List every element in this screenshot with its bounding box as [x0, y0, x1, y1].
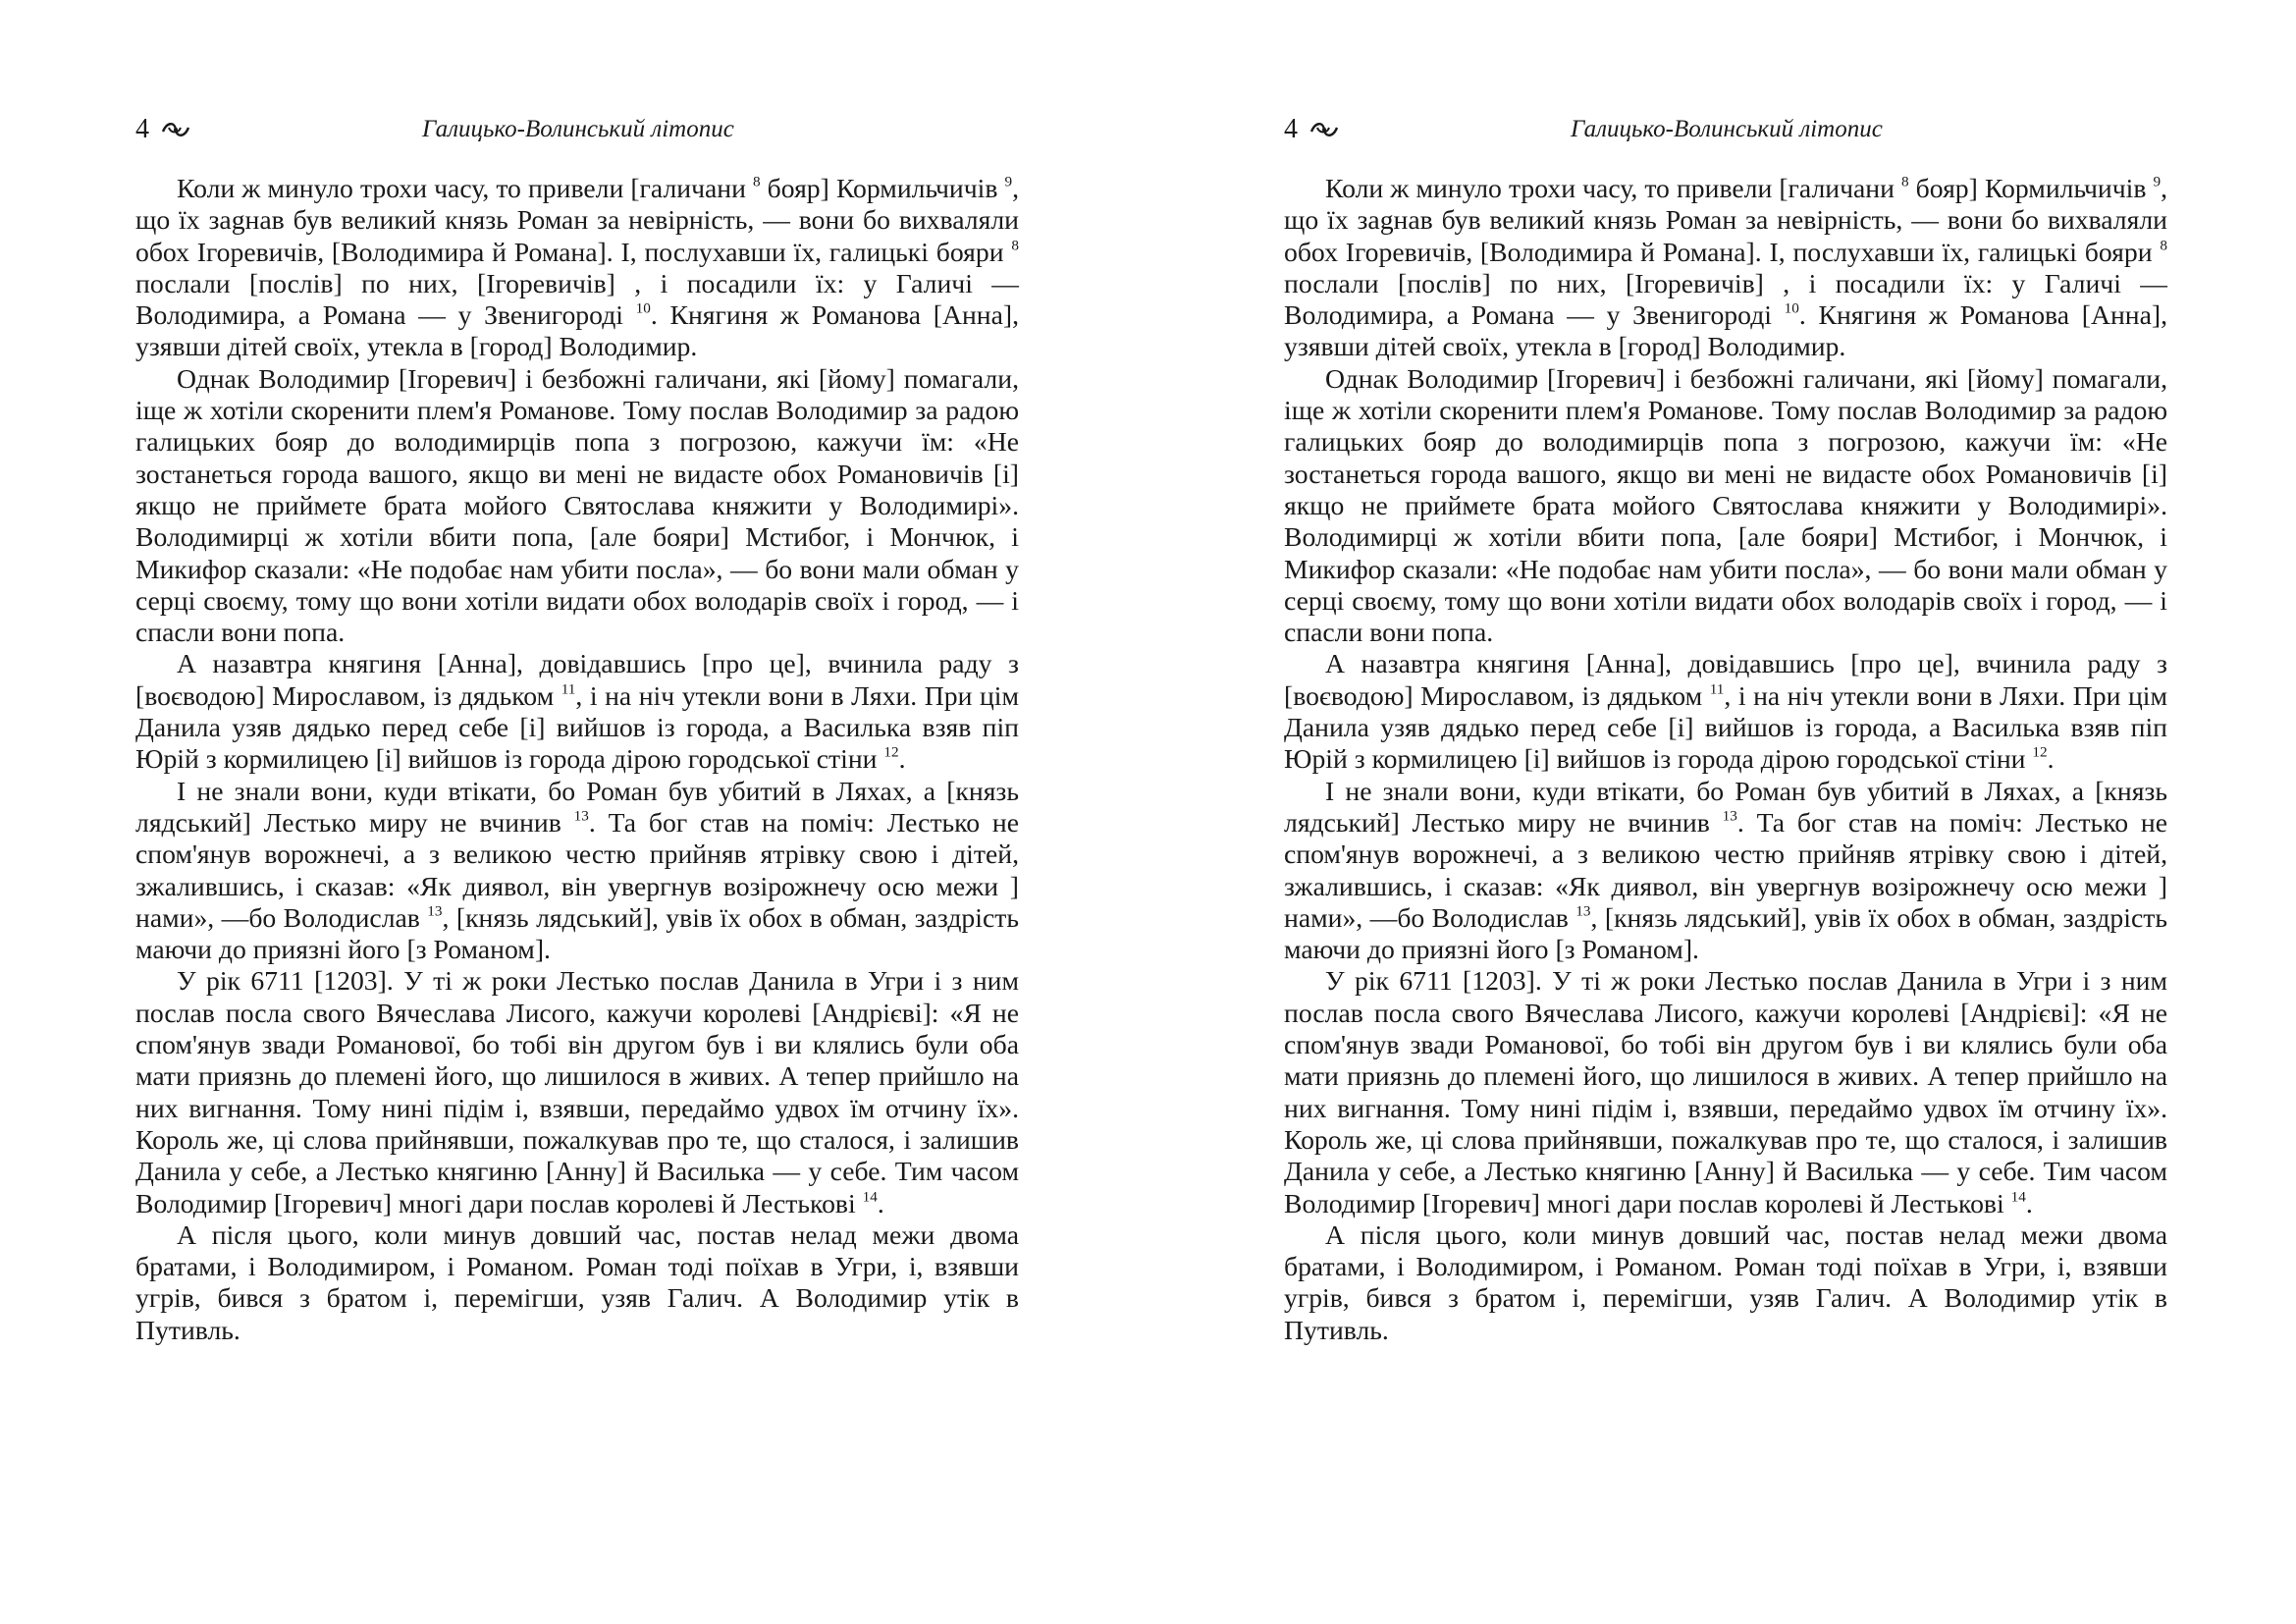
footnote-ref[interactable]: 12 — [883, 743, 899, 761]
fleuron-ornament-icon — [161, 120, 190, 139]
paragraph: Коли ж минуло трохи часу, то привели [галичани $^8$ бояр] Кормильчичів $^9$, що їх зagнав був великий князь Роман за невірність, — вони бо вихваляли обох Ігоревичів, [Володимира й Романа]. І, послухавши їх, галицькі бояри $^8$ послали [послів] по них, [Ігоревичів] , і посадили їх: у Галичі — Володимира, а Романа — у Звенигороді $^{10}$. Княгиня ж Романова [Анна], узявши дітей своїх, утекла в [город] Володимир. — [135, 173, 1020, 362]
footnote-ref[interactable]: 13 — [1575, 902, 1591, 920]
body-text — [1284, 173, 2167, 1346]
paragraph: А після цього, коли минув довший час, постав нелад межи двома братами, і Володимиром, і Романом. Роман тоді поїхав в Угри, і, взявши угрів, бився з братом і, перемігши, узяв Галич. А Володимир утік в Путивль. — [135, 1218, 1019, 1345]
fleuron-ornament-icon — [1309, 120, 1339, 139]
footnote-ref[interactable]: 10 — [635, 299, 651, 317]
paragraph: У рік 6711 [1203]. У ті ж роки Лестько послав Данила в Угри і з ним послав посла свого Вячеслава Лисого, кажучи королеві [Андрієві]: «Я не спом'янув звади Романової, бо тобі він другом був і ви клялись були оба мати приязнь до племені його, що лишилося в живих. А тепер прийшло на них вигнання. Тому нині підім і, взявши, передаймо удвох їм отчину їх». Король же, ці слова прийнявши, пожалкував про те, що сталося, і залишив Данила у себе, а Лестько княгиню [Анну] й Василька — у себе. Тим часом Володимир [Ігоревич] многі дари послав королеві й Лестькові $^{14}$. — [1284, 965, 2167, 1218]
page-header — [135, 110, 1019, 149]
body-text — [135, 173, 1019, 1346]
footnote-ref[interactable]: 11 — [1709, 680, 1725, 698]
paragraph: А назавтра княгиня [Анна], довідавшись [про це], вчинила раду з [воєводою] Мирославом, із дядьком $^{11}$, і на ніч утекли вони в Ляхи. При цім Данила узяв дядько перед себе [і] вийшов із города, а Василька взяв піп Юрій з кормилицею [і] вийшов із города дірою городської стіни $^{12}$. — [1284, 648, 2167, 775]
footnote-ref[interactable]: 12 — [2032, 743, 2048, 761]
page-number: 4 — [1284, 114, 1298, 144]
footnote-ref[interactable]: 8 — [1901, 173, 1909, 190]
footnote-ref[interactable]: 13 — [573, 807, 589, 825]
paragraph: Коли ж минуло трохи часу, то привели [галичани $^8$ бояр] Кормильчичів $^9$, що їх зagнав був великий князь Роман за невірність, — вони бо вихваляли обох Ігоревичів, [Володимира й Романа]. І, послухавши їх, галицькі бояри $^8$ послали [послів] по них, [Ігоревичів] , і посадили їх: у Галичі — Володимира, а Романа — у Звенигороді $^{10}$. Княгиня ж Романова [Анна], узявши дітей своїх, утекла в [город] Володимир. — [1284, 173, 2168, 362]
paragraph: І не знали вони, куди втікати, бо Роман був убитий в Ляхах, а [князь лядський] Лестько миру не вчинив $^{13}$. Та бог став на поміч: Лестько не спом'янув ворожнечі, а з великою честю прийняв ятрівку свою і дітей, зжалившись, і сказав: «Як диявол, він увергнув возірожнечу осю межи ] нами», —бо Володислав $^{13}$, [князь лядський], увів їх обох в обман, заздрість маючи до приязні його [з Романом]. — [1284, 775, 2167, 965]
page-number: 4 — [135, 114, 149, 144]
footnote-ref[interactable]: 8 — [753, 173, 761, 190]
paragraph: І не знали вони, куди втікати, бо Роман був убитий в Ляхах, а [князь лядський] Лестько миру не вчинив $^{13}$. Та бог став на поміч: Лестько не спом'янув ворожнечі, а з великою честю прийняв ятрівку свою і дітей, зжалившись, і сказав: «Як диявол, він увергнув возірожнечу осю межи ] нами», —бо Володислав $^{13}$, [князь лядський], увів їх обох в обман, заздрість маючи до приязні його [з Романом]. — [135, 775, 1019, 965]
page-header — [1284, 110, 2167, 149]
footnote-ref[interactable]: 14 — [2010, 1188, 2026, 1206]
paragraph: У рік 6711 [1203]. У ті ж роки Лестько послав Данила в Угри і з ним послав посла свого Вячеслава Лисого, кажучи королеві [Андрієві]: «Я не спом'янув звади Романової, бо тобі він другом був і ви клялись були оба мати приязнь до племені його, що лишилося в живих. А тепер прийшло на них вигнання. Тому нині підім і, взявши, передаймо удвох їм отчину їх». Король же, ці слова прийнявши, пожалкував про те, що сталося, і залишив Данила у себе, а Лестько княгиню [Анну] й Василька — у себе. Тим часом Володимир [Ігоревич] многі дари послав королеві й Лестькові $^{14}$. — [135, 965, 1019, 1218]
paragraph: Однак Володимир [Ігоревич] і безбожні галичани, які [йому] помагали, іще ж хотіли скоренити плем'я Романове. Тому послав Володимир за радою галицьких бояр до володимирців попа з погрозою, кажучи їм: «Не зостанеться города вашого, якщо ви мені не видасте обох Романовичів [і] якщо не приймете брата мойого Святослава княжити у Володимирі». Володимирці ж хотіли вбити попа, [але бояри] Мстибог, і Мончюк, і Микифор сказали: «Не подобає нам убити посла», — бо вони мали обман у серці своєму, тому що вони хотіли видати обох володарів своїх і город, — і спасли вони попа. — [1284, 362, 2167, 648]
footnote-ref[interactable]: 9 — [1004, 173, 1013, 190]
footnote-ref[interactable]: 13 — [1722, 807, 1737, 825]
running-title: Галицько-Волинський літопис — [1571, 116, 1883, 142]
footnote-ref[interactable]: 13 — [427, 902, 443, 920]
paragraph: А після цього, коли минув довший час, постав нелад межи двома братами, і Володимиром, і Романом. Роман тоді поїхав в Угри, і, взявши угрів, бився з братом і, перемігши, узяв Галич. А Володимир утік в Путивль. — [1284, 1218, 2167, 1345]
footnote-ref[interactable]: 10 — [1784, 299, 1799, 317]
footnote-ref[interactable]: 8 — [2160, 237, 2167, 254]
footnote-ref[interactable]: 11 — [561, 680, 576, 698]
paragraph: А назавтра княгиня [Анна], довідавшись [про це], вчинила раду з [воєводою] Мирославом, із дядьком $^{11}$, і на ніч утекли вони в Ляхи. При цім Данила узяв дядько перед себе [і] вийшов із города, а Василька взяв піп Юрій з кормилицею [і] вийшов із города дірою городської стіни $^{12}$. — [135, 648, 1019, 775]
footnote-ref[interactable]: 9 — [2153, 173, 2162, 190]
right-page — [1148, 0, 2296, 1624]
running-title: Галицько-Волинський літопис — [422, 116, 734, 142]
footnote-ref[interactable]: 8 — [1011, 237, 1019, 254]
paragraph: Однак Володимир [Ігоревич] і безбожні галичани, які [йому] помагали, іще ж хотіли скоренити плем'я Романове. Тому послав Володимир за радою галицьких бояр до володимирців попа з погрозою, кажучи їм: «Не зостанеться города вашого, якщо ви мені не видасте обох Романовичів [і] якщо не приймете брата мойого Святослава княжити у Володимирі». Володимирці ж хотіли вбити попа, [але бояри] Мстибог, і Мончюк, і Микифор сказали: «Не подобає нам убити посла», — бо вони мали обман у серці своєму, тому що вони хотіли видати обох володарів своїх і город, — і спасли вони попа. — [135, 362, 1019, 648]
footnote-ref[interactable]: 14 — [862, 1188, 878, 1206]
